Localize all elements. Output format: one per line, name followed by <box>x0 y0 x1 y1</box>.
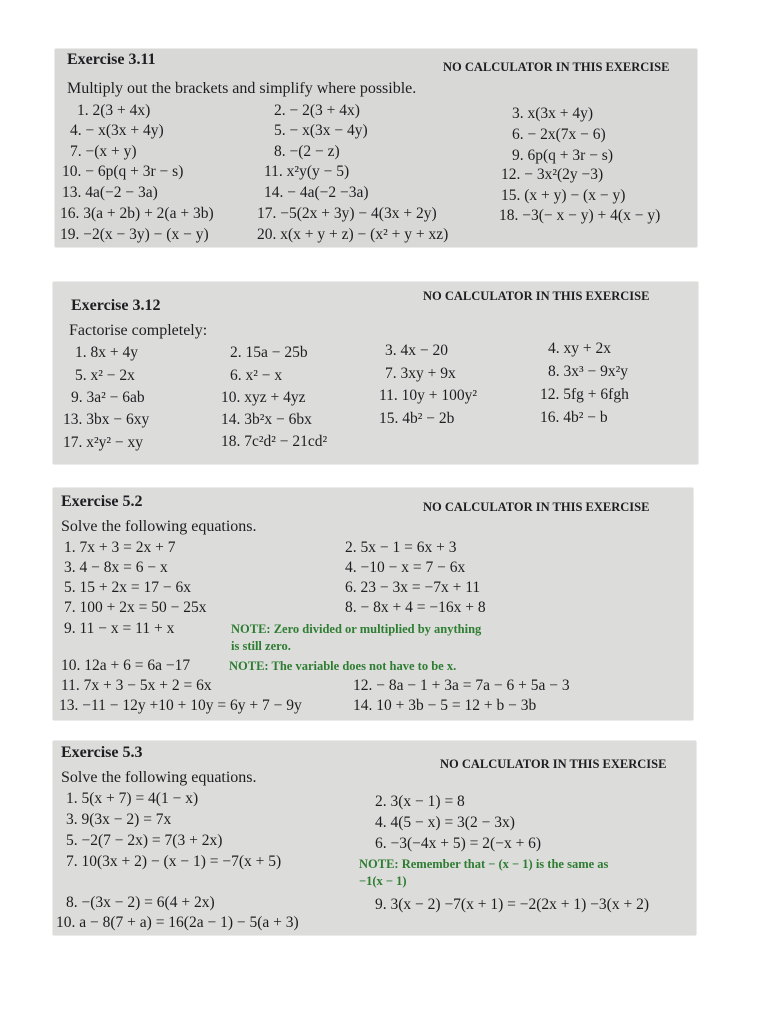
question: 6. − 2x(7x − 6) <box>512 126 606 143</box>
question: 17. x²y² − xy <box>63 434 144 451</box>
question: 16. 4b² − b <box>540 409 608 426</box>
exercise-title: Exercise 5.3 <box>61 744 143 761</box>
question: 8. −(3x − 2) = 6(4 + 2x) <box>66 894 215 911</box>
question: 8. 3x³ − 9x²y <box>548 363 629 380</box>
question: 9. 6p(q + 3r − s) <box>512 147 613 164</box>
exercise-title: Exercise 3.11 <box>67 51 156 68</box>
note-remember-line-2: −1(x − 1) <box>359 874 407 888</box>
instruction: Solve the following equations. <box>61 518 257 535</box>
question: 1. 7x + 3 = 2x + 7 <box>64 539 176 556</box>
question: 5. − x(3x − 4y) <box>274 122 368 139</box>
question: 4. 4(5 − x) = 3(2 − 3x) <box>375 814 515 831</box>
note-zero-line-1: NOTE: Zero divided or multiplied by anything <box>231 622 482 636</box>
question: 13. 3bx − 6xy <box>63 411 150 428</box>
question: 6. x² − x <box>230 367 283 384</box>
question: 12. − 8a − 1 + 3a = 7a − 6 + 5a − 3 <box>353 677 570 694</box>
question: 15. 4b² − 2b <box>379 410 455 427</box>
question: 9. 11 − x = 11 + x <box>64 620 175 637</box>
exercise-5-2-card <box>53 488 693 720</box>
question: 11. 7x + 3 − 5x + 2 = 6x <box>61 677 212 694</box>
question: 20. x(x + y + z) − (x² + y + xz) <box>257 226 449 243</box>
question: 2. 3(x − 1) = 8 <box>375 793 465 810</box>
question: 1. 2(3 + 4x) <box>77 102 151 119</box>
exercise-3-11-card <box>55 49 697 247</box>
no-calculator-note: NO CALCULATOR IN THIS EXERCISE <box>443 60 670 74</box>
instruction: Factorise completely: <box>69 322 208 339</box>
question: 5. 15 + 2x = 17 − 6x <box>64 579 191 596</box>
question: 10. − 6p(q + 3r − s) <box>62 163 184 180</box>
question: 18. 7c²d² − 21cd² <box>221 433 328 450</box>
question: 14. 3b²x − 6bx <box>221 411 312 428</box>
exercise-5-3-card <box>53 741 696 935</box>
question: 1. 8x + 4y <box>75 344 138 361</box>
question: 16. 3(a + 2b) + 2(a + 3b) <box>60 205 214 222</box>
question: 7. 3xy + 9x <box>385 365 456 382</box>
question: 14. − 4a(−2 −3a) <box>264 184 369 201</box>
question: 2. − 2(3 + 4x) <box>274 102 360 119</box>
no-calculator-note: NO CALCULATOR IN THIS EXERCISE <box>423 500 650 514</box>
question: 11. x²y(y − 5) <box>264 163 350 180</box>
question: 17. −5(2x + 3y) − 4(3x + 2y) <box>257 205 437 222</box>
question: 9. 3a² − 6ab <box>71 389 145 406</box>
question: 5. −2(7 − 2x) = 7(3 + 2x) <box>66 832 223 849</box>
question: 11. 10y + 100y² <box>379 387 478 404</box>
question: 4. −10 − x = 7 − 6x <box>345 559 466 576</box>
question: 1. 5(x + 7) = 4(1 − x) <box>66 790 199 807</box>
question: 2. 15a − 25b <box>230 344 308 361</box>
instruction: Multiply out the brackets and simplify where possible. <box>67 80 417 97</box>
question: 15. (x + y) − (x − y) <box>501 187 626 204</box>
question: 18. −3(− x − y) + 4(x − y) <box>499 207 661 224</box>
question: 7. 10(3x + 2) − (x − 1) = −7(x + 5) <box>66 853 282 870</box>
question: 5. x² − 2x <box>75 367 135 384</box>
question: 3. x(3x + 4y) <box>512 105 594 122</box>
question: 13. 4a(−2 − 3a) <box>62 184 158 201</box>
question: 7. −(x + y) <box>70 143 137 160</box>
note-zero-line-2: is still zero. <box>231 639 291 653</box>
exercise-title: Exercise 5.2 <box>61 493 143 510</box>
question: 3. 4 − 8x = 6 − x <box>64 559 168 576</box>
question: 3. 9(3x − 2) = 7x <box>66 811 172 828</box>
note-remember-line-1: NOTE: Remember that − (x − 1) is the same as <box>359 857 609 871</box>
exercise-3-12-card <box>53 282 698 464</box>
exercise-title: Exercise 3.12 <box>71 297 161 314</box>
question: 10. xyz + 4yz <box>221 389 306 406</box>
question: 12. − 3x²(2y −3) <box>501 166 604 183</box>
no-calculator-note: NO CALCULATOR IN THIS EXERCISE <box>440 757 667 771</box>
question: 6. 23 − 3x = −7x + 11 <box>345 579 481 596</box>
question: 13. −11 − 12y +10 + 10y = 6y + 7 − 9y <box>59 697 302 714</box>
question: 8. −(2 − z) <box>274 143 340 160</box>
question: 2. 5x − 1 = 6x + 3 <box>345 539 457 556</box>
question: 9. 3(x − 2) −7(x + 1) = −2(2x + 1) −3(x + 2) <box>375 896 649 913</box>
question: 12. 5fg + 6fgh <box>540 386 629 403</box>
instruction: Solve the following equations. <box>61 769 257 786</box>
question: 19. −2(x − 3y) − (x − y) <box>60 226 209 243</box>
question: 4. xy + 2x <box>548 340 611 357</box>
question: 10. a − 8(7 + a) = 16(2a − 1) − 5(a + 3) <box>56 914 299 931</box>
question: 4. − x(3x + 4y) <box>70 122 164 139</box>
no-calculator-note: NO CALCULATOR IN THIS EXERCISE <box>423 289 650 303</box>
note-variable: NOTE: The variable does not have to be x. <box>229 659 457 673</box>
question: 14. 10 + 3b − 5 = 12 + b − 3b <box>353 697 537 714</box>
question: 8. − 8x + 4 = −16x + 8 <box>345 599 486 616</box>
question: 7. 100 + 2x = 50 − 25x <box>64 599 207 616</box>
question: 3. 4x − 20 <box>385 342 448 359</box>
question: 10. 12a + 6 = 6a −17 <box>61 657 191 674</box>
question: 6. −3(−4x + 5) = 2(−x + 6) <box>375 835 542 852</box>
